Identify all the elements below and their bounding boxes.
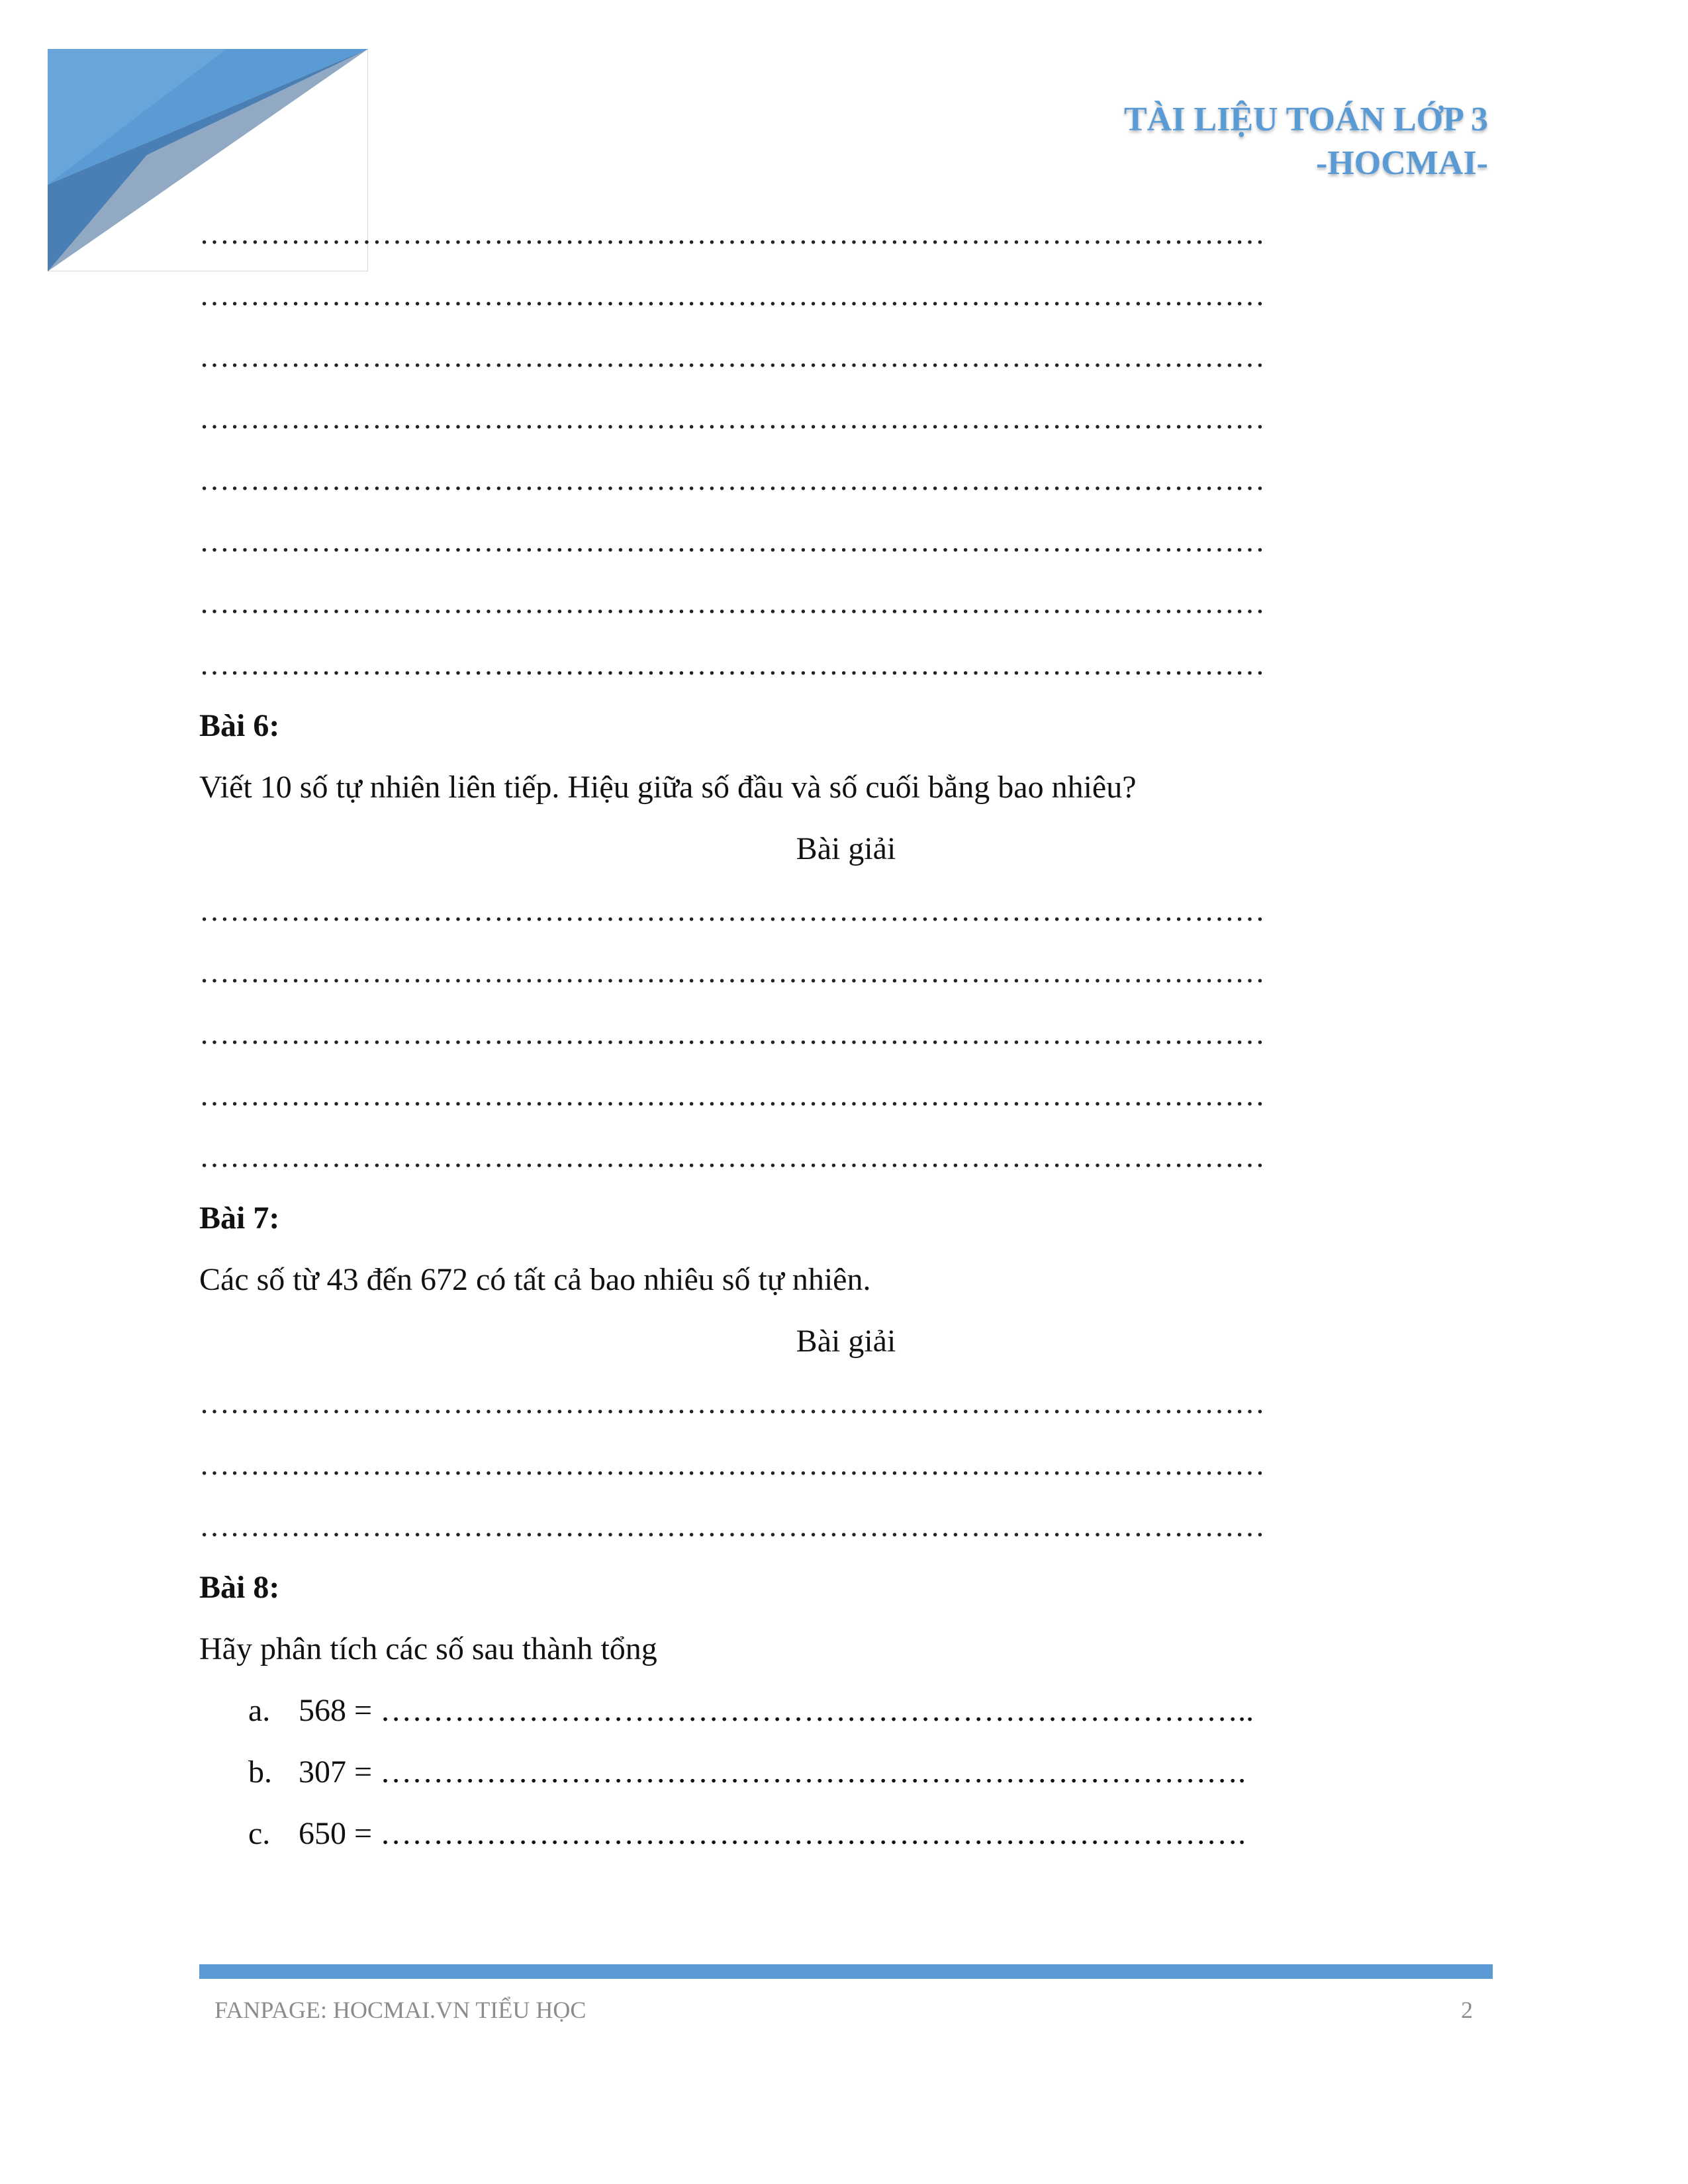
- answer-line: ……………………………………………………………………………………………: [199, 1386, 1265, 1420]
- exercise-heading: Bài 7:: [199, 1201, 280, 1236]
- answer-line: ……………………………………………………………………………………………: [199, 893, 1265, 927]
- exercise-heading: Bài 8:: [199, 1570, 280, 1605]
- exercise-question: Viết 10 số tự nhiên liên tiếp. Hiệu giữa số đầu và số cuối bằng bao nhiêu?: [199, 770, 1137, 805]
- answer-line: ……………………………………………………………………………………………: [199, 1017, 1265, 1050]
- header-title-line1: TÀI LIỆU TOÁN LỚP 3: [1123, 101, 1488, 138]
- answer-line: ……………………………………………………………………………………………: [199, 1078, 1265, 1112]
- answer-line: ……………………………………………………………………………………………: [199, 586, 1265, 619]
- answer-line: ……………………………………………………………………………………………: [199, 1447, 1265, 1481]
- list-text: 568 = ………………………………………………………………………..: [299, 1693, 1254, 1728]
- list-item: [199, 1741, 1493, 1803]
- answer-line: ……………………………………………………………………………………………: [199, 340, 1265, 373]
- answer-line: ……………………………………………………………………………………………: [199, 1140, 1265, 1173]
- solution-label: Bài giải: [796, 1324, 896, 1359]
- list-marker: b.: [248, 1754, 272, 1790]
- exercise-heading: Bài 6:: [199, 708, 280, 743]
- exercise-question: Hãy phân tích các số sau thành tổng: [199, 1631, 657, 1666]
- answer-line: ……………………………………………………………………………………………: [199, 955, 1265, 989]
- list-item: [199, 1680, 1493, 1741]
- list-text: 307 = ……………………………………………………………………….: [299, 1754, 1246, 1790]
- answer-line: ……………………………………………………………………………………………: [199, 216, 1265, 250]
- list-marker: c.: [248, 1816, 271, 1851]
- list-marker: a.: [248, 1693, 271, 1728]
- footer-divider: [199, 1964, 1493, 1979]
- exercise-7: [199, 1187, 1493, 1557]
- answer-line: ……………………………………………………………………………………………: [199, 524, 1265, 558]
- list-text: 650 = ……………………………………………………………………….: [299, 1816, 1246, 1851]
- top-answer-lines: [199, 203, 1493, 695]
- exercise-6: [199, 695, 1493, 1187]
- page-number: 2: [1461, 1997, 1473, 2023]
- footer-text: FANPAGE: HOCMAI.VN TIỂU HỌC: [214, 1997, 586, 2023]
- answer-line: ……………………………………………………………………………………………: [199, 278, 1265, 312]
- answer-line: ……………………………………………………………………………………………: [199, 463, 1265, 496]
- answer-line: ……………………………………………………………………………………………: [199, 401, 1265, 435]
- list-item: [199, 1803, 1493, 1864]
- document-header: [1124, 98, 1488, 185]
- answer-line: ……………………………………………………………………………………………: [199, 647, 1265, 681]
- solution-label: Bài giải: [796, 831, 896, 866]
- exercise-question: Các số từ 43 đến 672 có tất cả bao nhiêu số tự nhiên.: [199, 1262, 871, 1297]
- header-title-line2: -HOCMAI-: [1316, 144, 1488, 182]
- exercise-8: [199, 1557, 1493, 1864]
- page-content: [199, 203, 1493, 1864]
- answer-line: ……………………………………………………………………………………………: [199, 1509, 1265, 1543]
